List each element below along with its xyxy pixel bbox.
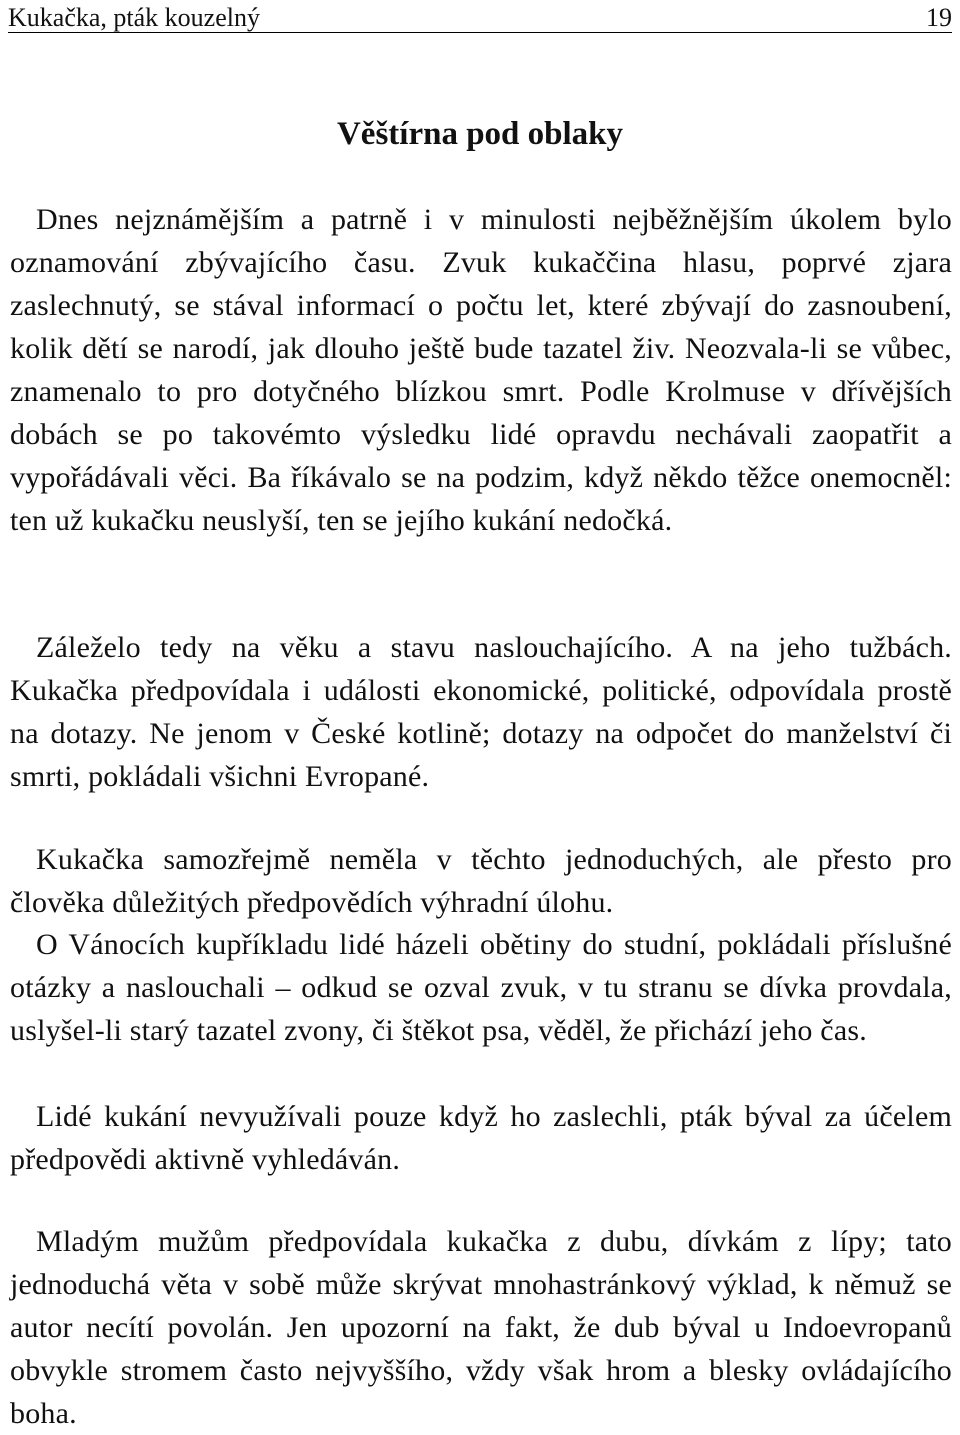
paragraph-6: Mladým mužům předpovídala kukačka z dubu, dívkám z lípy; tato jednoduchá věta v sobě může skrývat mnohastránkový výklad, k němuž se autor necítí povolán. Jen upozorní na fakt, že dub býval u Indoevropanů obvykle stromem často nejvyššího, vždy však hrom a blesky ovládajícího boha.	[10, 1225, 952, 1430]
paragraph-4: O Vánocích kupříkladu lidé házeli obětiny do studní, pokládali příslušné otázky a naslouchali – odkud se ozval zvuk, v tu stranu se dívka provdala, uslyšel-li starý tazatel zvony, či štěkot psa, věděl, že přichází jeho čas.	[10, 928, 952, 1047]
paragraph-1: Dnes nejznámějším a patrně i v minulosti nejběžnějším úkolem bylo oznamování zbývajícího času. Zvuk kukaččina hlasu, poprvé zjara zaslechnutý, se stával informací o počtu let, které zbývají do zasnoubení, kolik dětí se narodí, jak dlouho ještě bude tazatel živ. Neozvala-li se vůbec, znamenalo to pro dotyčného blízkou smrt. Podle Krolmuse v dřívějších dobách se po takovémto výsledku lidé opravdu nechávali zaopatřit a vypořádávali věci. Ba říkávalo se na podzim, když někdo těžce onemocněl: ten už kukačku neuslyší, ten se jejího kukání nedočká.	[10, 203, 952, 537]
paragraph-5: Lidé kukání nevyužívali pouze když ho zaslechli, pták býval za účelem předpovědi aktivně vyhledáván.	[10, 1100, 952, 1176]
chapter-title: Věštírna pod oblaky	[336, 116, 624, 152]
paragraph-2: Záleželo tedy na věku a stavu naslouchajícího. A na jeho tužbách. Kukačka předpovídala i události ekonomické, politické, odpovídala prostě na dotazy. Ne jenom v České kotlině; dotazy na odpočet do manželství či smrti, pokládali všichni Evropané.	[10, 631, 952, 793]
running-title: Kukačka, pták kouzelný	[8, 3, 260, 32]
running-header	[8, 4, 952, 33]
paragraph-3: Kukačka samozřejmě neměla v těchto jednoduchých, ale přesto pro člověka důležitých předpovědích výhradní úlohu.	[10, 843, 952, 919]
page-number: 19	[926, 3, 952, 32]
